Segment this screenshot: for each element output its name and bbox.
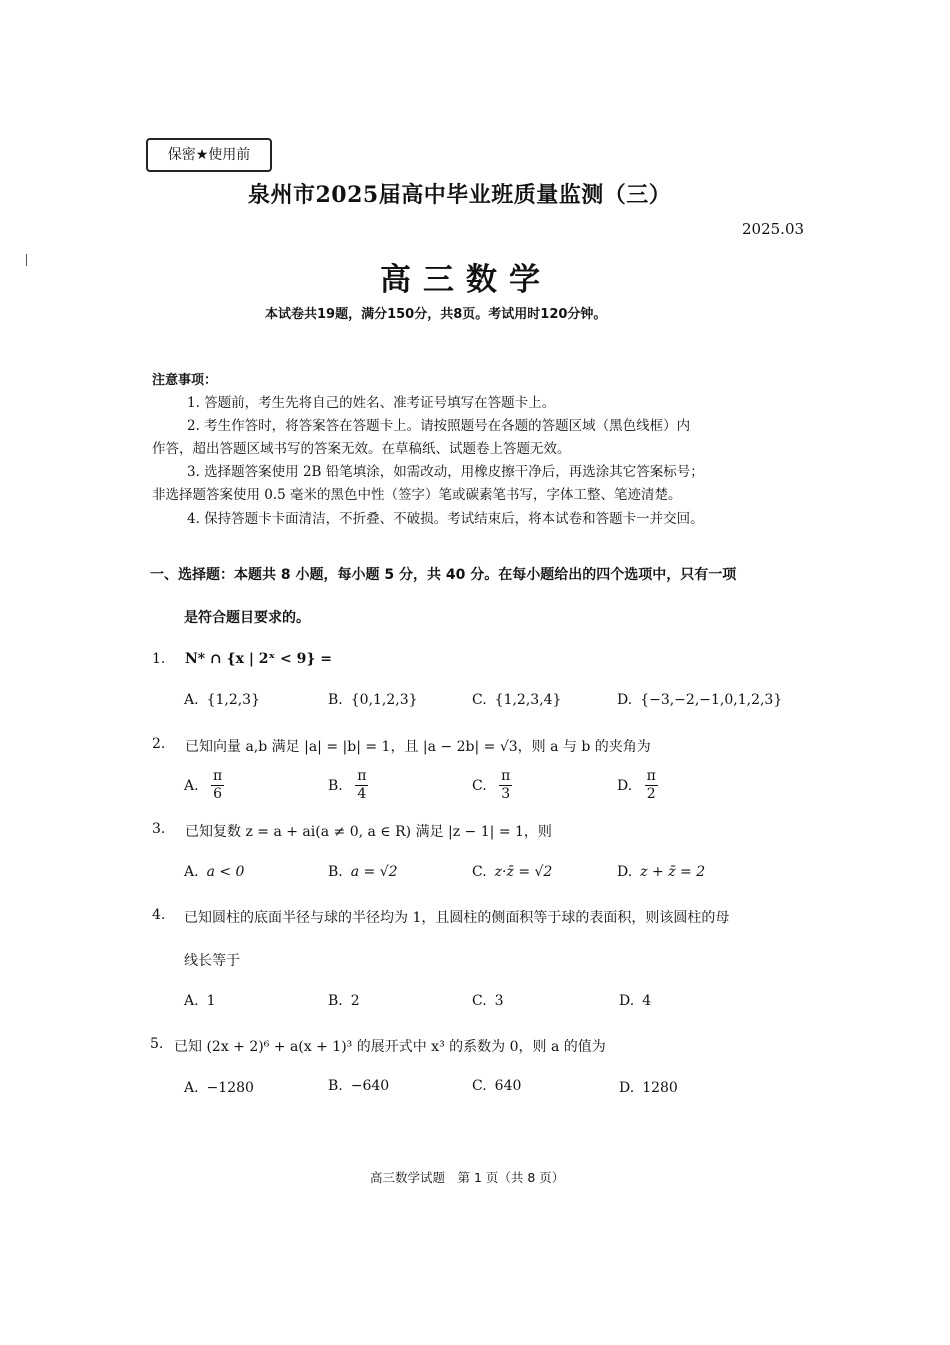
option-label: A. — [184, 777, 199, 794]
section-heading-cont: 是符合题目要求的。 — [184, 610, 310, 626]
question-text: N* ∩ {x | 2ˣ < 9} = — [185, 651, 333, 667]
question-text: 已知复数 z = a + ai(a ≠ 0, a ∈ R) 满足 |z − 1| = 1，则 — [185, 824, 552, 840]
option-label: C. — [472, 777, 487, 794]
fraction-denominator: 6 — [213, 786, 223, 802]
option-label: B. — [328, 864, 343, 880]
question-number: 1. — [152, 651, 166, 667]
option-label: B. — [328, 993, 343, 1009]
option-label: C. — [472, 864, 487, 880]
notice-item-2-cont: 作答，超出答题区域书写的答案无效。在草稿纸、试题卷上答题无效。 — [152, 441, 571, 457]
option-value: {−3,−2,−1,0,1,2,3} — [640, 692, 783, 708]
option-label: C. — [472, 993, 487, 1009]
fraction-denominator: 2 — [646, 786, 656, 802]
subject-title: 高三数学 — [380, 262, 552, 298]
option-label: C. — [472, 1078, 487, 1094]
option-value: 4 — [642, 993, 652, 1009]
exam-date: 2025.03 — [742, 220, 805, 238]
option-label: D. — [617, 864, 633, 880]
option-label: C. — [472, 692, 487, 708]
option-b — [328, 864, 398, 880]
option-value: 1 — [206, 993, 216, 1009]
fraction — [355, 768, 368, 803]
option-value: z·z̄ = √2 — [494, 864, 553, 880]
question-text: 已知向量 a,b 满足 |a| = |b| = 1，且 |a − 2b| = √3，则 a 与 b 的夹角为 — [185, 739, 651, 755]
option-a — [184, 1080, 254, 1096]
confidential-stamp: 保密★使用前 — [146, 138, 272, 172]
option-label: B. — [328, 692, 343, 708]
fraction-numerator: π — [213, 768, 223, 784]
option-c — [472, 993, 504, 1009]
option-label: A. — [184, 692, 199, 708]
fraction-numerator: π — [357, 768, 367, 784]
option-value: 2 — [350, 993, 360, 1009]
page-footer: 高三数学试题 第 1 页（共 8 页） — [370, 1170, 565, 1185]
option-label: B. — [328, 1078, 343, 1094]
option-b — [328, 768, 368, 803]
option-label: D. — [617, 692, 633, 708]
option-value: 3 — [494, 993, 504, 1009]
option-value: {0,1,2,3} — [350, 692, 418, 708]
question-text: 已知圆柱的底面半径与球的半径均为 1，且圆柱的侧面积等于球的表面积，则该圆柱的母 — [184, 910, 730, 926]
option-a — [184, 692, 260, 708]
option-label: D. — [619, 1080, 635, 1096]
question-number: 3. — [152, 821, 166, 837]
option-value: a = √2 — [350, 864, 398, 880]
option-value: a < 0 — [206, 864, 245, 880]
notice-item-3: 3. 选择题答案使用 2B 铅笔填涂，如需改动，用橡皮擦干净后，再选涂其它答案标号； — [187, 464, 704, 480]
option-label: D. — [617, 777, 633, 794]
fraction — [211, 768, 224, 803]
notice-title: 注意事项： — [152, 373, 218, 388]
fraction-denominator: 4 — [357, 786, 367, 802]
notice-item-3-cont: 非选择题答案使用 0.5 毫米的黑色中性（签字）笔或碳素笔书写，字体工整、笔迹清楚。 — [152, 487, 682, 503]
option-value: {1,2,3} — [206, 692, 260, 708]
option-c — [472, 692, 561, 708]
option-label: A. — [184, 1080, 199, 1096]
option-label: A. — [184, 864, 199, 880]
option-value: 640 — [494, 1078, 522, 1094]
section-heading: 一、选择题：本题共 8 小题，每小题 5 分，共 40 分。在每小题给出的四个选项中，只有一项 — [150, 567, 737, 583]
option-label: B. — [328, 777, 343, 794]
fraction-denominator: 3 — [501, 786, 511, 802]
question-text-cont: 线长等于 — [184, 953, 240, 969]
option-d — [617, 864, 705, 880]
option-a — [184, 768, 224, 803]
exam-title: 泉州市2025届高中毕业班质量监测（三） — [248, 182, 672, 208]
option-a — [184, 864, 244, 880]
fraction-numerator: π — [501, 768, 511, 784]
scan-mark — [26, 254, 27, 266]
notice-item-1: 1. 答题前，考生先将自己的姓名、准考证号填写在答题卡上。 — [187, 395, 556, 411]
option-value: 1280 — [642, 1080, 678, 1096]
question-text: 已知 (2x + 2)⁶ + a(x + 1)³ 的展开式中 x³ 的系数为 0，则 a 的值为 — [174, 1039, 606, 1055]
option-c — [472, 864, 552, 880]
option-c — [472, 768, 512, 803]
question-number: 4. — [152, 907, 166, 923]
option-b — [328, 1078, 389, 1094]
option-d — [619, 1080, 678, 1096]
option-label: D. — [619, 993, 635, 1009]
option-d — [617, 768, 658, 803]
exam-info: 本试卷共19题，满分150分，共8页。考试用时120分钟。 — [265, 307, 607, 322]
option-d — [619, 993, 651, 1009]
option-value: −1280 — [206, 1080, 254, 1096]
notice-item-4: 4. 保持答题卡卡面清洁，不折叠、不破损。考试结束后，将本试卷和答题卡一并交回。 — [187, 511, 704, 527]
question-number: 2. — [152, 736, 166, 752]
option-b — [328, 993, 360, 1009]
option-value: {1,2,3,4} — [494, 692, 562, 708]
option-label: A. — [184, 993, 199, 1009]
option-c — [472, 1078, 521, 1094]
option-d — [617, 692, 782, 708]
option-value: −640 — [350, 1078, 390, 1094]
option-a — [184, 993, 215, 1009]
fraction — [645, 768, 658, 803]
fraction — [499, 768, 512, 803]
option-value: z + z̄ = 2 — [640, 864, 706, 880]
fraction-numerator: π — [646, 768, 656, 784]
question-number: 5. — [150, 1036, 164, 1052]
option-b — [328, 692, 418, 708]
notice-item-2: 2. 考生作答时，将答案答在答题卡上。请按照题号在各题的答题区域（黑色线框）内 — [187, 418, 691, 434]
